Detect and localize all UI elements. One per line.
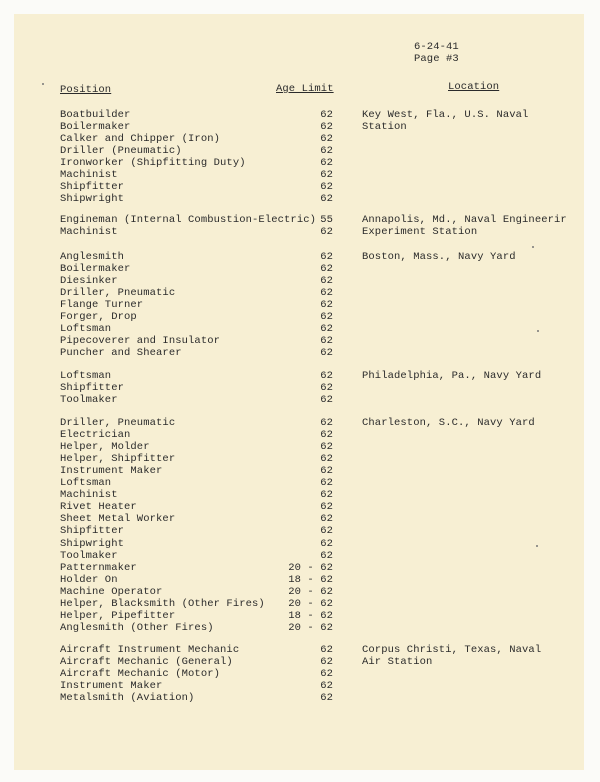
position-title: Flange Turner bbox=[60, 299, 144, 312]
age-limit: 62 bbox=[320, 489, 333, 502]
position-title: Loftsman bbox=[60, 323, 112, 336]
position-title: Machinist bbox=[60, 169, 118, 182]
position-title: Diesinker bbox=[60, 275, 118, 288]
position-title: Machinist bbox=[60, 226, 118, 239]
age-limit: 20 - 62 bbox=[288, 585, 333, 598]
age-limit: 62 bbox=[320, 275, 333, 288]
position-title: Puncher and Shearer bbox=[60, 347, 182, 360]
position-title: Boatbuilder bbox=[60, 109, 131, 121]
age-limit: 18 - 62 bbox=[288, 609, 333, 622]
location-text: Charleston, S.C., Navy Yard bbox=[362, 417, 535, 429]
age-limit: 62 bbox=[320, 501, 333, 514]
age-limit: 62 bbox=[320, 109, 333, 121]
age-limit: 62 bbox=[320, 656, 333, 669]
position-title: Aircraft Mechanic (General) bbox=[60, 656, 233, 669]
age-limit: 62 bbox=[320, 513, 333, 526]
location-text: Corpus Christi, Texas, Naval bbox=[362, 644, 542, 656]
position-title: Calker and Chipper (Iron) bbox=[60, 133, 221, 146]
position-title: Boilermaker bbox=[60, 263, 131, 276]
position-title: Forger, Drop bbox=[60, 311, 137, 324]
position-title: Instrument Maker bbox=[60, 680, 163, 693]
age-limit: 62 bbox=[320, 311, 333, 324]
document-date: 6-24-41 bbox=[414, 41, 459, 53]
age-limit: 62 bbox=[320, 133, 333, 146]
age-limit: 62 bbox=[320, 692, 333, 705]
paper-speck bbox=[537, 330, 539, 332]
age-limit: 20 - 62 bbox=[288, 621, 333, 634]
document-page bbox=[14, 14, 584, 770]
position-title: Shipwright bbox=[60, 537, 125, 550]
paper-speck bbox=[536, 545, 538, 547]
age-limit: 62 bbox=[320, 169, 333, 182]
position-title: Driller, Pneumatic bbox=[60, 287, 176, 300]
position-title: Sheet Metal Worker bbox=[60, 513, 176, 526]
location-text: Experiment Station bbox=[362, 226, 478, 239]
column-header-age-limit: Age Limit bbox=[276, 83, 334, 95]
age-limit: 62 bbox=[320, 263, 333, 276]
position-title: Toolmaker bbox=[60, 549, 118, 562]
position-title: Engineman (Internal Combustion-Electric) bbox=[60, 214, 317, 226]
position-title: Shipwright bbox=[60, 193, 125, 206]
column-header-position: Position bbox=[60, 84, 112, 96]
position-title: Driller, Pneumatic bbox=[60, 417, 176, 429]
position-title: Loftsman bbox=[60, 477, 112, 490]
position-title: Helper, Blacksmith (Other Fires) bbox=[60, 597, 265, 610]
position-title: Pipecoverer and Insulator bbox=[60, 335, 221, 348]
position-title: Machinist bbox=[60, 489, 118, 502]
position-title: Machine Operator bbox=[60, 585, 163, 598]
column-header-location: Location bbox=[448, 81, 500, 93]
age-limit: 62 bbox=[320, 287, 333, 300]
location-text: Annapolis, Md., Naval Engineerir bbox=[362, 214, 567, 226]
age-limit: 18 - 62 bbox=[288, 573, 333, 586]
age-limit: 62 bbox=[320, 441, 333, 454]
age-limit: 62 bbox=[320, 382, 333, 395]
position-title: Helper, Shipfitter bbox=[60, 453, 176, 466]
age-limit: 62 bbox=[320, 525, 333, 538]
age-limit: 55 bbox=[320, 214, 333, 226]
position-title: Ironworker (Shipfitting Duty) bbox=[60, 157, 246, 170]
position-title: Boilermaker bbox=[60, 121, 131, 134]
position-title: Rivet Heater bbox=[60, 501, 137, 514]
location-text: Air Station bbox=[362, 656, 433, 669]
age-limit: 62 bbox=[320, 145, 333, 158]
position-title: Helper, Pipefitter bbox=[60, 609, 176, 622]
position-title: Patternmaker bbox=[60, 561, 137, 574]
age-limit: 62 bbox=[320, 394, 333, 407]
age-limit: 62 bbox=[320, 251, 333, 263]
location-text: Boston, Mass., Navy Yard bbox=[362, 251, 516, 263]
position-title: Driller (Pneumatic) bbox=[60, 145, 182, 158]
age-limit: 62 bbox=[320, 299, 333, 312]
age-limit: 62 bbox=[320, 121, 333, 134]
age-limit: 62 bbox=[320, 323, 333, 336]
age-limit: 20 - 62 bbox=[288, 597, 333, 610]
age-limit: 62 bbox=[320, 347, 333, 360]
age-limit: 62 bbox=[320, 477, 333, 490]
age-limit: 62 bbox=[320, 680, 333, 693]
age-limit: 62 bbox=[320, 181, 333, 194]
location-text: Station bbox=[362, 121, 407, 134]
age-limit: 62 bbox=[320, 668, 333, 681]
position-title: Shipfitter bbox=[60, 525, 125, 538]
age-limit: 62 bbox=[320, 226, 333, 239]
age-limit: 62 bbox=[320, 537, 333, 550]
location-text: Philadelphia, Pa., Navy Yard bbox=[362, 370, 542, 382]
age-limit: 62 bbox=[320, 465, 333, 478]
paper-speck bbox=[532, 246, 534, 248]
position-title: Holder On bbox=[60, 573, 118, 586]
page-number: Page #3 bbox=[414, 53, 459, 65]
position-title: Anglesmith (Other Fires) bbox=[60, 621, 214, 634]
age-limit: 62 bbox=[320, 453, 333, 466]
age-limit: 62 bbox=[320, 429, 333, 442]
position-title: Instrument Maker bbox=[60, 465, 163, 478]
age-limit: 62 bbox=[320, 157, 333, 170]
position-title: Electrician bbox=[60, 429, 131, 442]
position-title: Shipfitter bbox=[60, 382, 125, 395]
age-limit: 62 bbox=[320, 193, 333, 206]
position-title: Toolmaker bbox=[60, 394, 118, 407]
position-title: Aircraft Mechanic (Motor) bbox=[60, 668, 221, 681]
age-limit: 62 bbox=[320, 549, 333, 562]
age-limit: 62 bbox=[320, 370, 333, 382]
position-title: Loftsman bbox=[60, 370, 112, 382]
position-title: Helper, Molder bbox=[60, 441, 150, 454]
position-title: Shipfitter bbox=[60, 181, 125, 194]
position-title: Aircraft Instrument Mechanic bbox=[60, 644, 240, 656]
position-title: Anglesmith bbox=[60, 251, 125, 263]
location-text: Key West, Fla., U.S. Naval bbox=[362, 109, 529, 121]
position-title: Metalsmith (Aviation) bbox=[60, 692, 195, 705]
age-limit: 62 bbox=[320, 417, 333, 429]
age-limit: 62 bbox=[320, 644, 333, 656]
paper-speck bbox=[42, 83, 44, 85]
age-limit: 20 - 62 bbox=[288, 561, 333, 574]
age-limit: 62 bbox=[320, 335, 333, 348]
